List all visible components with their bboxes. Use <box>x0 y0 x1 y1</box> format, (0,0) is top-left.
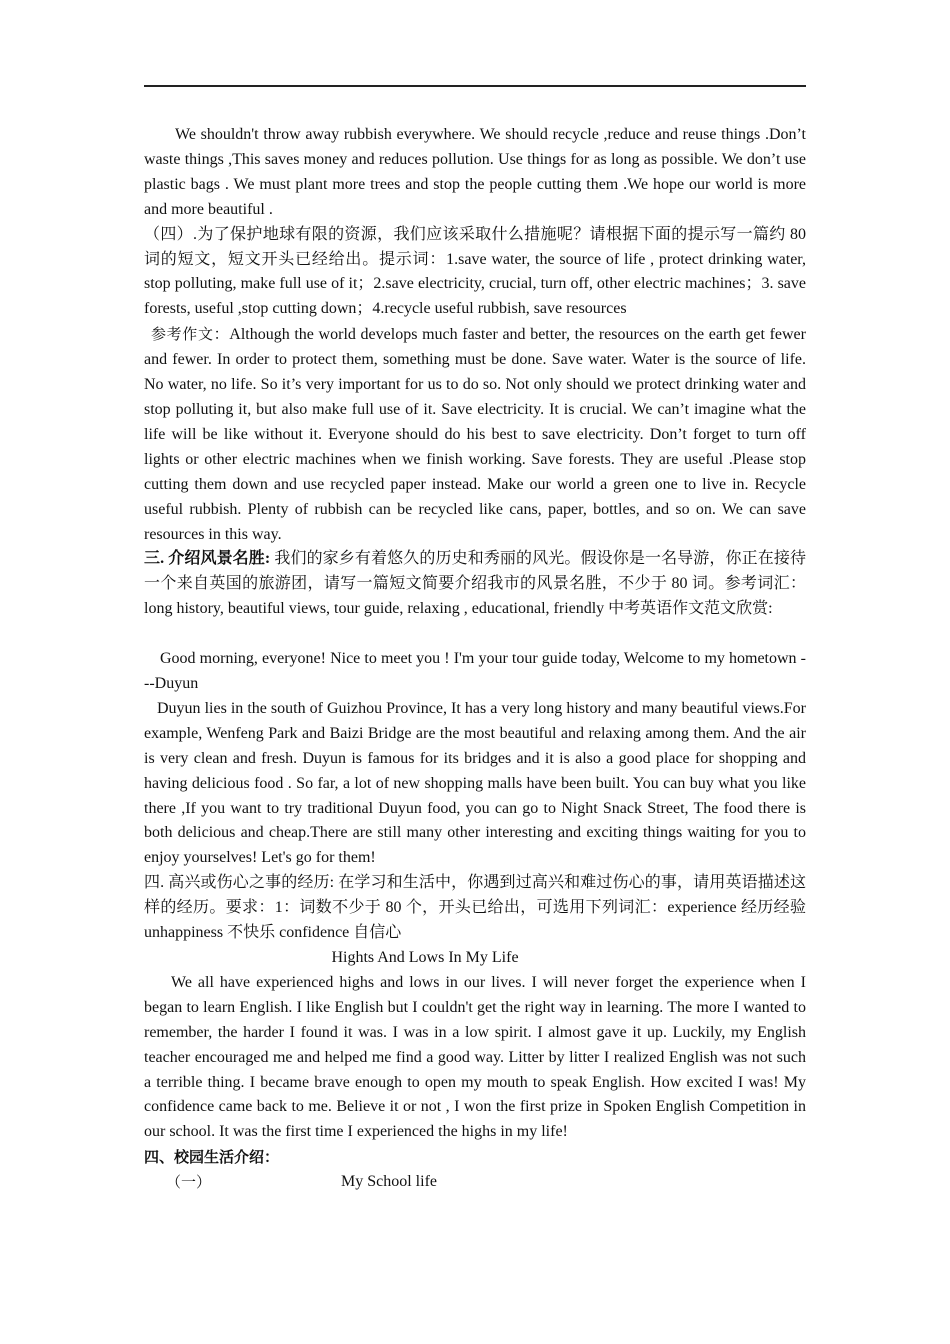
tour-paragraph-2: Duyun lies in the south of Guizhou Province, It has a very long history and many beautiful views.For example, Wenfeng Park and Baizi Bridge are the most beautiful and relaxing among them. And the air is very clean and fresh. Duyun is famous for its bridges and it is also a good place for shopping and having delicious food . So far, a lot of new shopping malls have been built. You can buy what you like there ,If you want to try traditional Duyun food, you can go to Night Snack Street, The food there is both delicious and cheap.There are still many other interesting and exciting things waiting for you to enjoy yourselves! Let's go for them! <box>144 699 806 867</box>
document-body <box>144 123 806 1195</box>
essay-highs-lows: We all have experienced highs and lows in our lives. I will never forget the experience when I began to learn English. I like English but I couldn't get the right way in learning. The more I wanted to remember, the harder I found it was. I was in a low spirit. I almost gave it up. Luckily, my English teacher encouraged me and helped me find a good way. Litter by litter I realized English was not such a terrible thing. I became brave enough to open my mouth to speak English. How excited I was! My confidence came back to me. Believe it or not , I won the first prize in Spoken English Competition in our school. It was the first time I experienced the highs in my life! <box>144 973 806 1141</box>
section-three-prompt <box>144 547 806 622</box>
subsection-title: My School life <box>341 1173 437 1191</box>
tour-paragraph-1: Good morning, everyone! Nice to meet you ! I'm your tour guide today, Welcome to my hometown ---Duyun <box>144 650 806 693</box>
essay-title: Hights And Lows In My Life <box>331 949 519 966</box>
header-rule <box>144 85 806 87</box>
section-three-text: 我们的家乡有着悠久的历史和秀丽的风光。假设你是一名导游，你正在接待一个来自英国的旅游团，请写一篇短文简要介绍我市的风景名胜，不少于 80 词。参考词汇：long history, beautiful views, tour guide, relaxing , educational, friendly 中考英语作文范文欣赏: <box>144 550 806 618</box>
reference-text: Although the world develops much faster and better, the resources on the earth get fewer and fewer. In order to protect them, something must be done. Save water. Water is the source of life. No water, no life. So it’s very important for us to do so. Not only should we protect drinking water and stop polluting it, but also make full use of it. Save electricity. It is crucial. We can’t imagine what the life will be like without it. Everyone should do his best to save electricity. Don’t forget to turn off lights or other electric machines when we finish working. Save forests. They are useful .Please stop cutting them down and use recycled paper instead. Make our world a green one to live in. Recycle useful rubbish. Plenty of rubbish can be recycled like cans, paper, bottles, and so on. We can save resources in this way. <box>144 326 806 543</box>
section-school-heading: 四、校园生活介绍： <box>144 1148 280 1167</box>
essay-environment: We shouldn't throw away rubbish everywhere. We should recycle ,reduce and reuse things .Don’t waste things ,This saves money and reduces pollution. Use things for as long as possible. We don’t use plastic bags . We must plant more trees and stop the people cutting them .We hope our world is more and more beautiful . <box>144 126 806 218</box>
task-four-prompt: （四）.为了保护地球有限的资源，我们应该采取什么措施呢？请根据下面的提示写一篇约 80 词的短文，短文开头已经给出。提示词：1.save water, the source of life , protect drinking water, stop polluting, make full use of it；2.save electricity, crucial, turn off, other electric machines；3. save forests, useful ,stop cutting down；4.recycle useful rubbish, save resources <box>144 225 806 318</box>
subsection-number: （一） <box>166 1173 212 1192</box>
subsection-line <box>144 1170 806 1195</box>
blank-line <box>144 622 806 647</box>
section-three-heading: 三. 介绍风景名胜: <box>144 550 271 568</box>
reference-label: 参考作文： <box>151 325 230 344</box>
reference-essay <box>144 322 806 547</box>
section-four-prompt: 四. 高兴或伤心之事的经历: 在学习和生活中，你遇到过高兴和难过伤心的事，请用英语描述这样的经历。要求：1：词数不少于 80 个，开头已给出，可选用下列词汇：experience 经历经验 unhappiness 不快乐 confidence 自信心 <box>144 874 806 942</box>
